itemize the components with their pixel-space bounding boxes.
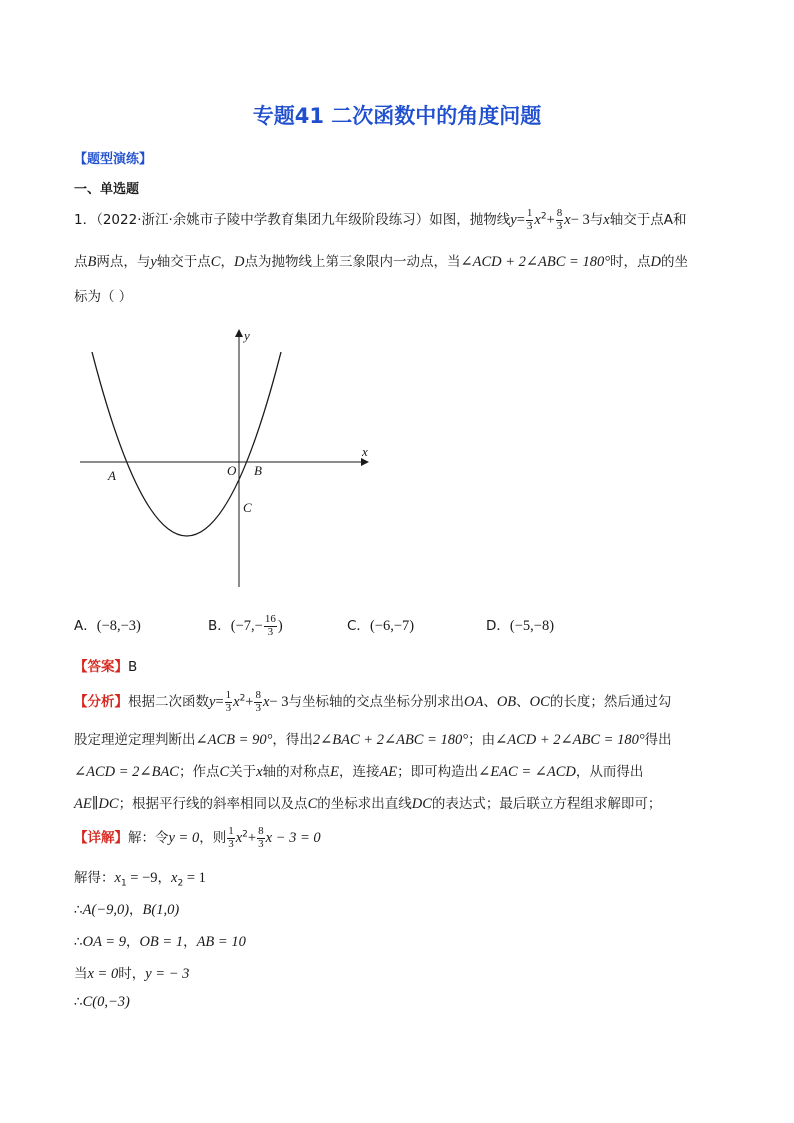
- page-title: 专题41 二次函数中的角度问题: [252, 104, 542, 128]
- x-axis-label: x: [362, 444, 368, 459]
- section-heading: 一、单选题: [74, 182, 140, 197]
- detail-line-5: 当x = 0时，y = − 3: [74, 966, 190, 982]
- y-axis-label: y: [244, 328, 250, 343]
- option-a[interactable]: A．(−8,−3): [74, 618, 141, 634]
- detail-line-6: ∴C(0,−3): [74, 994, 130, 1010]
- detail-line-1: 【详解】解：令y = 0，则 $\frac{1}{3}$ $x^2+$ $\frac{8}{3}$ x − 3 = 0: [74, 825, 321, 850]
- question-line-1: 1．（2022·浙江·余姚市子陵中学教育集团九年级阶段练习）如图，抛物线y= $\frac{1}{3}$ $x^2+$ $\frac{8}{3}$ x− 3与x轴交于点A和: [74, 207, 687, 232]
- answer-tag: 【答案】: [74, 659, 128, 675]
- question-source: （2022·浙江·余姚市子陵中学教育集团九年级阶段练习）: [96, 212, 430, 229]
- question-line-2: 点B两点，与y轴交于点C，D点为抛物线上第三象限内一动点，当∠ACD + 2∠ABC = 180°时，点D的坐: [74, 254, 688, 270]
- option-b[interactable]: B．(−7,− $\frac{16}{3}$ ): [208, 613, 283, 638]
- analysis-line-4: AE∥DC；根据平行线的斜率相同以及点C的坐标求出直线DC的表达式；最后联立方程组求解即可；: [74, 796, 662, 812]
- analysis-line-1: 【分析】根据二次函数y= $\frac{1}{3}$ $x^2+$ $\frac{8}{3}$ x− 3与坐标轴的交点坐标分别求出OA、OB、OC的长度；然后通过勾: [74, 689, 672, 714]
- point-b-label: B: [254, 463, 262, 478]
- answer-value: B: [128, 659, 138, 675]
- point-a-label: A: [108, 468, 116, 483]
- question-line-3: 标为（ ）: [74, 289, 133, 305]
- detail-line-4: ∴OA = 9，OB = 1，AB = 10: [74, 934, 246, 950]
- detail-tag: 【详解】: [74, 830, 128, 847]
- question-number: 1．: [74, 212, 97, 229]
- option-d[interactable]: D．(−5,−8): [486, 618, 555, 634]
- fraction-sixteen-thirds: $\frac{16}{3}$: [264, 613, 276, 638]
- fraction-one-third: $\frac{1}{3}$: [526, 207, 533, 232]
- answer-line: [74, 655, 137, 675]
- parabola-graph: [74, 320, 384, 595]
- detail-line-3: ∴A(−9,0)，B(1,0): [74, 902, 180, 918]
- analysis-line-2: 股定理逆定理判断出∠ACB = 90°，得出2∠BAC + 2∠ABC = 180°；由∠ACD + 2∠ABC = 180°得出: [74, 732, 672, 748]
- point-c-label: C: [243, 500, 252, 515]
- parabola-curve: [92, 352, 281, 536]
- option-c[interactable]: C．(−6,−7): [347, 618, 415, 634]
- angle-condition: ∠ACD + 2∠ABC = 180°: [460, 254, 611, 270]
- section-tag: 【题型演练】: [74, 152, 153, 167]
- detail-line-2: 解得：$x_1 = -9$，$x_2 = 1$: [74, 870, 206, 889]
- fraction-eight-thirds: $\frac{8}{3}$: [556, 207, 563, 232]
- origin-label: O: [227, 463, 237, 478]
- analysis-line-3: ∠ACD = 2∠BAC；作点C关于x轴的对称点E，连接AE；即可构造出∠EAC = ∠ACD，从而得出: [74, 764, 644, 780]
- analysis-tag: 【分析】: [74, 694, 128, 711]
